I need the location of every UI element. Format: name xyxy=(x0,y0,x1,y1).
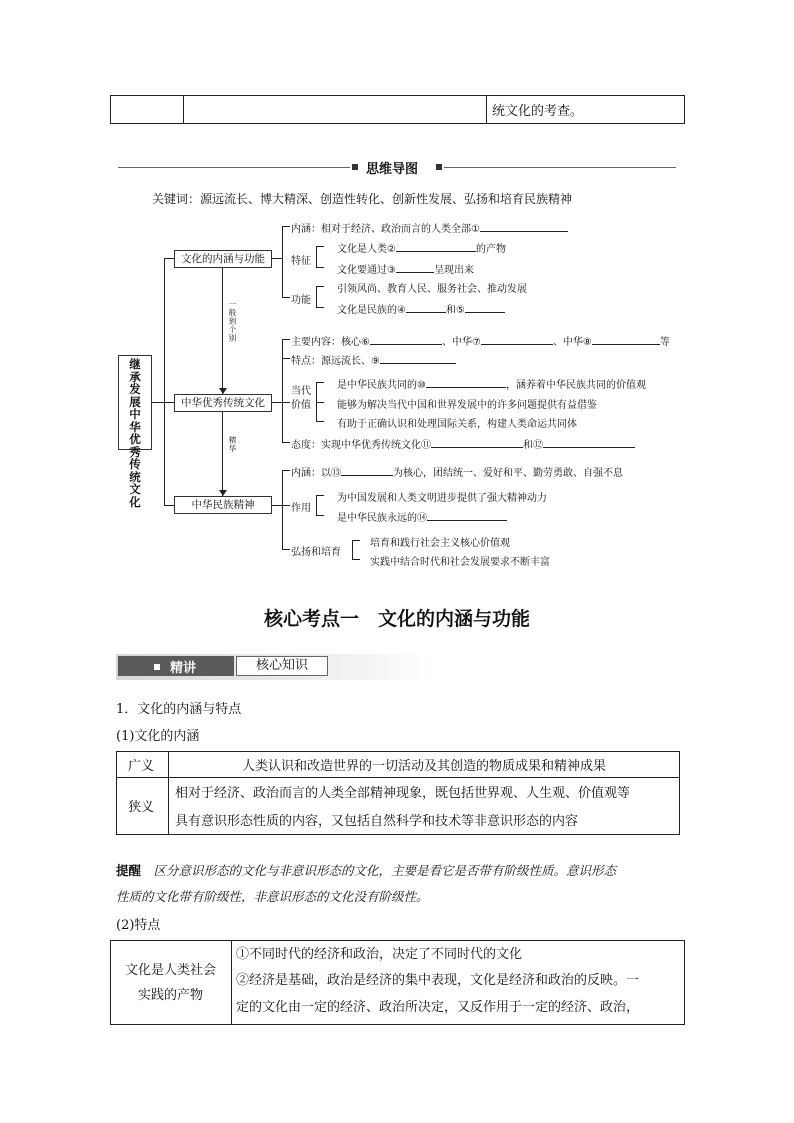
link-arrow-1 xyxy=(222,268,223,394)
header-square-left xyxy=(352,164,358,170)
tab-dark-label: 精讲 xyxy=(170,661,197,676)
gongneng-2 xyxy=(337,301,505,316)
blank-11 xyxy=(431,437,523,448)
b2-main-c: 、中华⑧ xyxy=(552,337,592,348)
b1-tezheng-label: 特征 xyxy=(291,256,311,267)
table2-label-1: 文化是人类社会 xyxy=(124,963,216,978)
trunk-to-b2 xyxy=(164,402,174,403)
table1-r1-text: 人类认识和改造世界的一切活动及其创造的物质成果和精神成果 xyxy=(241,759,606,774)
blank-6 xyxy=(370,334,442,345)
tab-square-icon xyxy=(154,664,160,670)
top-table-frame xyxy=(110,95,685,124)
gongneng-2-b: 和⑤ xyxy=(445,305,465,316)
tezheng-1 xyxy=(337,240,506,255)
table2-text-1: ①不同时代的经济和政治，决定了不同时代的文化 xyxy=(236,947,523,962)
heading-1-sub: (1)文化的内涵 xyxy=(116,729,200,744)
arrow-head-1 xyxy=(219,388,227,394)
hongyang-tick-1 xyxy=(352,540,360,541)
branch-box-traditional-culture: 中华优秀传统文化 xyxy=(174,394,272,412)
root-trunk xyxy=(164,258,165,505)
table1-r2-label: 狭义 xyxy=(128,800,155,815)
tezheng-tick-2 xyxy=(316,267,324,268)
blank-8 xyxy=(592,334,660,345)
b3-bracket xyxy=(282,470,283,550)
b3-neihan-a: 内涵：以⑬ xyxy=(291,468,341,479)
b2-stub xyxy=(272,402,282,403)
blank-13 xyxy=(341,465,393,476)
b2-feature-text: 特点：源远流长、⑨ xyxy=(291,356,380,367)
header-rule-right xyxy=(444,167,676,168)
value-1-b: ，涵养着中华民族共同的价值观 xyxy=(505,380,646,391)
top-table-divider-2 xyxy=(486,95,487,124)
table2-label-2: 实践的产物 xyxy=(137,988,203,1003)
b3-zuoyong-label: 作用 xyxy=(291,503,311,514)
b2-bracket xyxy=(282,339,283,443)
link-arrow-2 xyxy=(222,412,223,496)
table2-text-2: ②经济是基础，政治是经济的集中表现，文化是经济和政治的反映。一 xyxy=(236,973,640,988)
trunk-to-b3 xyxy=(164,505,174,506)
zuoyong-2 xyxy=(337,509,507,524)
tip-line-1 xyxy=(116,861,616,879)
value-tick-1 xyxy=(316,382,324,383)
blank-5 xyxy=(465,302,505,313)
table1-r1-label: 广义 xyxy=(128,759,155,774)
blank-7 xyxy=(481,334,553,345)
b3-tick-zuoyong xyxy=(282,505,290,506)
top-table-cell-3: 统文化的考查。 xyxy=(492,104,584,119)
arrow-head-2 xyxy=(219,490,227,496)
b2-feature xyxy=(291,352,456,367)
mindmap-root-label: 继承发展中华优秀传统文化 xyxy=(129,357,141,509)
header-rule-left xyxy=(118,167,350,168)
blank-2 xyxy=(396,241,476,252)
blank-12 xyxy=(543,437,635,448)
tezheng-1-b: 的产物 xyxy=(475,244,506,255)
b2-tick-attitude xyxy=(282,442,290,443)
b3-neihan-b: 为核心，团结统一、爱好和平、勤劳勇敢、自强不息 xyxy=(393,468,623,479)
zuoyong-bracket xyxy=(316,495,317,516)
section-title: 核心考点一 文化的内涵与功能 xyxy=(263,608,530,630)
hongyang-2: 实践中结合时代和社会发展要求不断丰富 xyxy=(370,557,550,568)
b3-stub xyxy=(272,505,282,506)
tip-text-1: 区分意识形态的文化与非意识形态的文化，主要是看它是否带有阶级性质。意识形态 xyxy=(153,863,617,878)
b2-tick-main xyxy=(282,339,290,340)
value-1-a: 是中华民族共同的⑩ xyxy=(337,380,426,391)
value-1 xyxy=(337,376,646,391)
zuoyong-tick-2 xyxy=(316,515,324,516)
value-3: 有助于正确认识和处理国际关系，构建人类命运共同体 xyxy=(337,419,577,430)
b2-main-a: 主要内容：核心⑥ xyxy=(291,337,370,348)
branch-box-national-spirit: 中华民族精神 xyxy=(174,496,272,514)
mindmap-title: 思维导图 xyxy=(366,162,419,177)
b2-value-label: 当代价值 xyxy=(291,386,311,411)
zuoyong-tick-1 xyxy=(316,495,324,496)
b2-attitude xyxy=(291,436,635,451)
blank-9 xyxy=(380,353,456,364)
b2-main-d: 等 xyxy=(659,337,670,348)
blank-10 xyxy=(426,377,506,388)
hongyang-tick-2 xyxy=(352,559,360,560)
gongneng-tick-1 xyxy=(316,286,324,287)
table1-r2-text-1: 相对于经济、政治而言的人类全部精神现象，既包括世界观、人生观、价值观等 xyxy=(175,786,631,801)
root-connector xyxy=(152,402,164,403)
link-label-general-to-specific: 一般到个别 xyxy=(228,300,237,343)
b3-neihan xyxy=(291,464,623,479)
table1-r2-text-2: 具有意识形态性质的内容，又包括自然科学和技术等非意识形态的内容 xyxy=(175,814,579,829)
keywords: 关键词：源远流长、博大精深、创造性转化、创新性发展、弘扬和培育民族精神 xyxy=(152,192,573,206)
b3-hongyang-label: 弘扬和培育 xyxy=(291,547,341,558)
b2-tick-value xyxy=(282,402,290,403)
blank-1 xyxy=(480,221,568,232)
gongneng-bracket xyxy=(316,286,317,308)
hongyang-1: 培育和践行社会主义核心价值观 xyxy=(370,538,510,549)
blank-3 xyxy=(396,262,434,273)
tab-light: 核心知识 xyxy=(236,656,328,676)
value-tick-2 xyxy=(316,402,324,403)
b3-tick-neihan xyxy=(282,470,290,471)
tip-line-2: 性质的文化带有阶级性，非意识形态的文化没有阶级性。 xyxy=(116,889,429,904)
table1-row-divider xyxy=(116,777,680,778)
tezheng-2-a: 文化要通过③ xyxy=(337,265,396,276)
link-label-essence: 精华 xyxy=(228,436,237,453)
b1-neihan xyxy=(291,220,568,235)
b2-attitude-b: 和⑫ xyxy=(523,440,543,451)
gongneng-tick-2 xyxy=(316,307,324,308)
branch-box-culture-function: 文化的内涵与功能 xyxy=(174,250,272,268)
b1-gongneng-label: 功能 xyxy=(291,295,311,306)
value-2: 能够为解决当代中国和世界发展中的许多问题提供有益借鉴 xyxy=(337,400,597,411)
b1-tick-gongneng xyxy=(282,297,290,298)
gongneng-1: 引领风尚、教育人民、服务社会、推动发展 xyxy=(337,284,527,295)
b2-tick-feature xyxy=(282,358,290,359)
b1-tick-neihan xyxy=(282,226,290,227)
table2-col-divider xyxy=(231,940,232,1025)
trunk-to-b1 xyxy=(164,258,174,259)
mindmap-root xyxy=(118,355,152,509)
b2-attitude-a: 态度：实现中华优秀传统文化⑪ xyxy=(291,440,431,451)
value-tick-3 xyxy=(316,421,324,422)
tezheng-tick-1 xyxy=(316,246,324,247)
b1-neihan-text: 内涵：相对于经济、政治而言的人类全部① xyxy=(291,224,480,235)
zuoyong-2-text: 是中华民族永远的⑭ xyxy=(337,513,427,524)
b2-main-content xyxy=(291,333,670,348)
zuoyong-1: 为中国发展和人类文明进步提供了强大精神动力 xyxy=(337,493,547,504)
header-square-right xyxy=(436,164,442,170)
tip-label: 提醒 xyxy=(116,863,142,878)
top-table-divider-1 xyxy=(183,95,184,124)
blank-14 xyxy=(427,510,507,521)
tab-dark xyxy=(118,656,234,676)
b3-tick-hongyang xyxy=(282,549,290,550)
tezheng-2-b: 呈现出来 xyxy=(433,265,474,276)
hongyang-bracket xyxy=(352,540,353,560)
tezheng-2 xyxy=(337,261,474,276)
b2-main-b: 、中华⑦ xyxy=(441,337,481,348)
tezheng-1-a: 文化是人类② xyxy=(337,244,396,255)
b1-bracket xyxy=(282,226,283,298)
gongneng-2-a: 文化是民族的④ xyxy=(337,305,406,316)
table2-text-3: 定的文化由一定的经济、政治所决定，又反作用于一定的经济、政治， xyxy=(236,1000,640,1015)
heading-1: 1．文化的内涵与特点 xyxy=(116,702,242,717)
heading-2: (2)特点 xyxy=(116,918,161,933)
blank-4 xyxy=(406,302,446,313)
b1-stub xyxy=(272,258,282,259)
tezheng-bracket xyxy=(316,246,317,268)
